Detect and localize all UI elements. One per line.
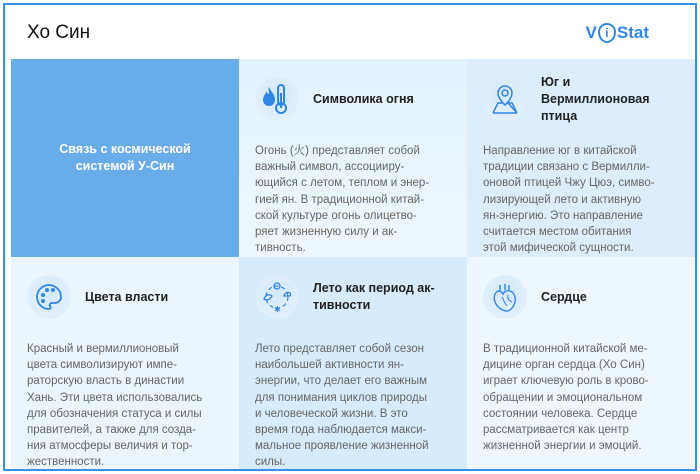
text-line: время года наблюдается макси- — [255, 424, 427, 437]
heart-organ-icon — [483, 275, 527, 319]
fire-thermometer-icon — [255, 77, 299, 121]
text-line: Огонь (火) представляет собой — [255, 145, 420, 157]
card-text — [27, 341, 223, 471]
text-line: считается местом обитания — [483, 226, 632, 239]
text-line: мальное проявление жизненной — [255, 440, 429, 453]
text-line: этой мифической сущности. — [483, 242, 634, 255]
text-line: традиции связано с Вермилли- — [483, 161, 650, 174]
text-line: Хань. Эти цвета использовались — [27, 391, 203, 404]
text-line: Красный и вермиллионовый — [27, 343, 179, 355]
map-pin-icon — [483, 77, 527, 121]
text-line: силы. — [255, 456, 286, 469]
card-text — [255, 341, 451, 471]
card-summer-activity — [239, 257, 467, 469]
card-title: Цвета власти — [85, 289, 169, 304]
text-line: гией ян. В традиционной китай- — [255, 193, 425, 206]
text-line: и человеческой жизни. В это — [255, 407, 408, 420]
text-line: для понимания циклов природы — [255, 391, 428, 404]
text-line: играет ключевую роль в крово- — [483, 375, 649, 388]
text-line: Лето представляет собой сезон — [255, 343, 424, 355]
card-power-colors — [11, 257, 239, 469]
card-title: Символика огня — [313, 91, 414, 106]
card-cosmic-system — [11, 59, 239, 257]
text-line: Направление юг в китайской — [483, 145, 637, 157]
card-text — [483, 143, 679, 256]
card-title: Лето как период ак-тивности — [313, 281, 435, 312]
text-line: дицине орган сердца (Хо Син) — [483, 359, 645, 372]
card-south-bird — [467, 59, 695, 257]
text-line: цвета символизируют импе- — [27, 359, 177, 372]
text-line: для обозначения статуса и силы — [27, 407, 202, 420]
palette-icon — [27, 275, 71, 319]
text-line: обращении и эмоциональном — [483, 391, 643, 404]
page-title: Хо Син — [27, 22, 91, 43]
svg-text:✱: ✱ — [274, 305, 281, 313]
text-line: ряет жизненную силу и ак- — [255, 226, 398, 239]
text-line: рассматривается как центр — [483, 424, 629, 437]
text-line: ющийся с летом, теплом и энер- — [255, 177, 430, 190]
text-line: наибольшей активности ян- — [255, 359, 404, 372]
text-line: важный символ, ассоцииру- — [255, 161, 405, 174]
card-title: Сердце — [541, 289, 587, 304]
card-fire-symbolism — [239, 59, 467, 257]
text-line: раторскую власть в династии — [27, 375, 185, 388]
text-line: лизирующей лето и активную — [483, 193, 641, 206]
text-line: В традиционной китайской ме- — [483, 343, 648, 355]
text-line: тивность. — [255, 242, 306, 255]
card-heart — [467, 257, 695, 469]
text-line: ской культуре огонь олицетво- — [255, 209, 417, 222]
vistat-logo: V i Stat — [585, 23, 649, 42]
cards-grid — [11, 59, 695, 469]
card-text — [483, 341, 679, 454]
seasons-cycle-icon — [255, 275, 299, 319]
card-text — [255, 143, 451, 256]
card-title: Юг и Вермиллионовая птица — [541, 74, 650, 123]
text-line: ния атмосферы величия и тор- — [27, 440, 193, 453]
text-line: правителей, а также для созда- — [27, 424, 197, 437]
card-title: Связь с космической системой У-Син — [59, 142, 191, 173]
infographic-frame — [3, 3, 697, 471]
text-line: жественности. — [27, 456, 105, 469]
text-line: состоянии человека. Сердце — [483, 407, 638, 420]
text-line: ян-энергию. Это направление — [483, 209, 643, 222]
text-line: жизненной энергии и эмоций. — [483, 440, 642, 453]
text-line: оновой птицей Чжу Цюэ, симво- — [483, 177, 655, 190]
text-line: энергии, что делает его важным — [255, 375, 427, 388]
